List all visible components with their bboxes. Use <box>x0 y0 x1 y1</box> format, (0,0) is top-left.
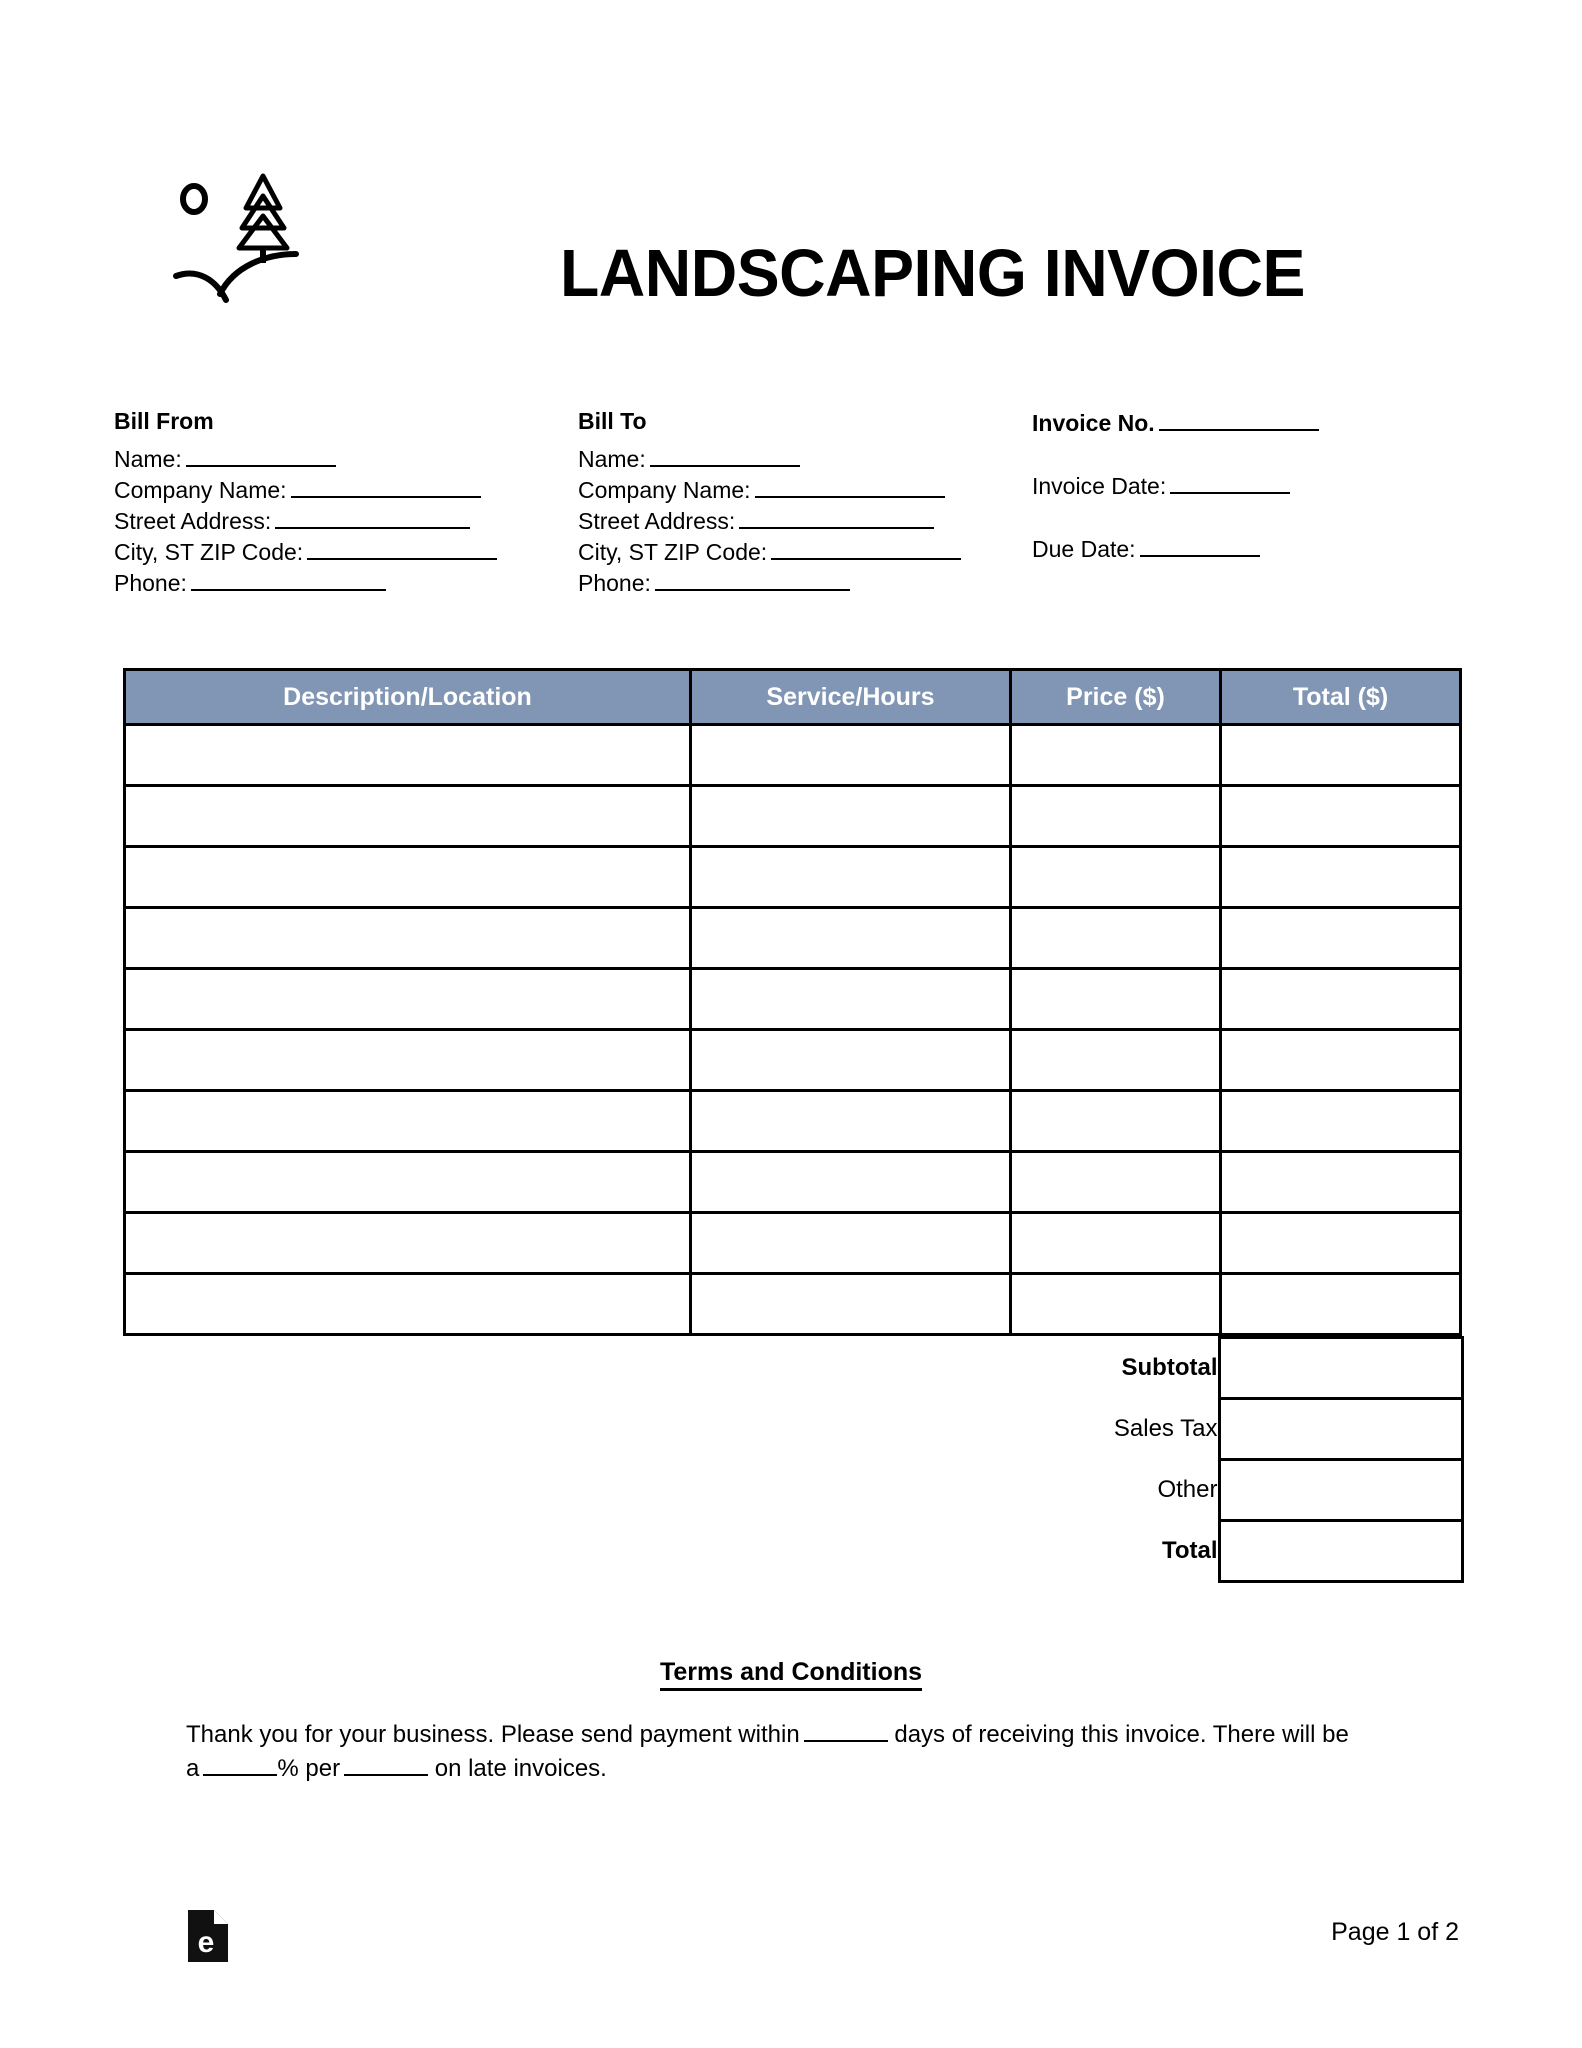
invoice-number-row <box>1032 408 1472 439</box>
bill-from-city-label: City, ST ZIP Code: <box>114 539 304 566</box>
sales-tax-label: Sales Tax <box>1113 1415 1218 1442</box>
terms-line1-part2: days of receiving this invoice. There <box>894 1721 1276 1748</box>
table-row <box>125 1274 1461 1335</box>
cell-price[interactable] <box>1011 725 1221 786</box>
bill-to-city-input[interactable] <box>771 538 961 560</box>
totals-row-other <box>123 1460 1462 1521</box>
bill-to-phone-input[interactable] <box>655 569 850 591</box>
page-number: Page 1 of 2 <box>1331 1918 1459 1946</box>
terms-period-input[interactable] <box>344 1754 428 1776</box>
terms-line2-part2: % per <box>277 1755 341 1782</box>
cell-description[interactable] <box>125 1213 691 1274</box>
cell-total[interactable] <box>1221 1091 1461 1152</box>
column-header-total: Total ($) <box>1221 670 1461 725</box>
cell-service-hours[interactable] <box>691 847 1011 908</box>
column-header-description: Description/Location <box>125 670 691 725</box>
totals-spacer <box>123 1521 1009 1582</box>
line-items-table <box>123 668 1462 1336</box>
invoice-date-input[interactable] <box>1170 472 1290 494</box>
eforms-document-icon <box>186 1908 230 1964</box>
cell-total[interactable] <box>1221 1213 1461 1274</box>
bill-to-name-row <box>578 444 1018 475</box>
table-row <box>125 969 1461 1030</box>
cell-description[interactable] <box>125 786 691 847</box>
bill-from-company-label: Company Name: <box>114 477 287 504</box>
column-header-service-hours: Service/Hours <box>691 670 1011 725</box>
invoice-date-row <box>1032 471 1472 502</box>
bill-from-block <box>114 408 554 599</box>
cell-price[interactable] <box>1011 1091 1221 1152</box>
subtotal-value[interactable] <box>1219 1338 1462 1399</box>
sales-tax-value[interactable] <box>1219 1399 1462 1460</box>
bill-from-name-row <box>114 444 554 475</box>
table-row <box>125 1030 1461 1091</box>
bill-to-city-row <box>578 537 1018 568</box>
table-row <box>125 847 1461 908</box>
cell-price[interactable] <box>1011 1213 1221 1274</box>
cell-price[interactable] <box>1011 908 1221 969</box>
cell-service-hours[interactable] <box>691 1091 1011 1152</box>
due-date-label: Due Date: <box>1032 536 1136 562</box>
bill-from-name-input[interactable] <box>186 445 336 467</box>
bill-to-phone-row <box>578 568 1018 599</box>
bill-to-street-row <box>578 506 1018 537</box>
table-row <box>125 725 1461 786</box>
cell-total[interactable] <box>1221 786 1461 847</box>
cell-description[interactable] <box>125 1030 691 1091</box>
bill-to-street-input[interactable] <box>739 507 934 529</box>
bill-to-company-row <box>578 475 1018 506</box>
terms-heading-text: Terms and Conditions <box>660 1658 922 1691</box>
page-title: LANDSCAPING INVOICE <box>560 236 1305 311</box>
cell-service-hours[interactable] <box>691 1213 1011 1274</box>
cell-service-hours[interactable] <box>691 969 1011 1030</box>
cell-service-hours[interactable] <box>691 725 1011 786</box>
cell-price[interactable] <box>1011 1030 1221 1091</box>
cell-total[interactable] <box>1221 969 1461 1030</box>
cell-price[interactable] <box>1011 1152 1221 1213</box>
totals-row-total <box>123 1521 1462 1582</box>
landscape-sun-tree-icon <box>168 168 338 308</box>
cell-description[interactable] <box>125 1274 691 1335</box>
cell-service-hours[interactable] <box>691 908 1011 969</box>
bill-from-street-label: Street Address: <box>114 508 272 535</box>
bill-to-phone-label: Phone: <box>578 570 651 597</box>
totals-spacer <box>123 1399 1009 1460</box>
totals-row-sales-tax <box>123 1399 1462 1460</box>
bill-from-phone-label: Phone: <box>114 570 187 597</box>
other-label: Other <box>1157 1476 1218 1503</box>
bill-to-company-label: Company Name: <box>578 477 751 504</box>
cell-price[interactable] <box>1011 786 1221 847</box>
terms-heading <box>0 1658 1582 1687</box>
invoice-number-input[interactable] <box>1159 409 1319 431</box>
cell-price[interactable] <box>1011 969 1221 1030</box>
bill-to-block <box>578 408 1018 599</box>
totals-spacer <box>123 1338 1009 1399</box>
cell-description[interactable] <box>125 847 691 908</box>
cell-total[interactable] <box>1221 1030 1461 1091</box>
cell-price[interactable] <box>1011 1274 1221 1335</box>
cell-service-hours[interactable] <box>691 1030 1011 1091</box>
cell-description[interactable] <box>125 1091 691 1152</box>
bill-from-phone-input[interactable] <box>191 569 386 591</box>
bill-from-city-row <box>114 537 554 568</box>
bill-from-company-row <box>114 475 554 506</box>
invoice-number-label: Invoice No. <box>1032 410 1155 436</box>
table-header-row <box>125 670 1461 725</box>
cell-description[interactable] <box>125 969 691 1030</box>
subtotal-label: Subtotal <box>1121 1354 1218 1381</box>
bill-from-heading: Bill From <box>114 408 214 434</box>
terms-line2-part3: on late invoices. <box>434 1755 607 1782</box>
cell-total[interactable] <box>1221 847 1461 908</box>
line-items-body <box>125 725 1461 1335</box>
table-row <box>125 908 1461 969</box>
due-date-input[interactable] <box>1140 535 1260 557</box>
cell-service-hours[interactable] <box>691 786 1011 847</box>
cell-total[interactable] <box>1221 908 1461 969</box>
bill-to-street-label: Street Address: <box>578 508 736 535</box>
cell-service-hours[interactable] <box>691 1152 1011 1213</box>
terms-body <box>186 1718 1366 1786</box>
total-label: Total <box>1161 1537 1218 1564</box>
other-value[interactable] <box>1219 1460 1462 1521</box>
bill-from-company-input[interactable] <box>291 476 481 498</box>
totals-row-subtotal <box>123 1338 1462 1399</box>
totals-table <box>123 1336 1464 1583</box>
bill-to-name-label: Name: <box>578 446 646 473</box>
bill-from-phone-row <box>114 568 554 599</box>
cell-total[interactable] <box>1221 725 1461 786</box>
terms-line1-part1: Thank you for your business. Please send payment within <box>186 1721 800 1748</box>
terms-days-input[interactable] <box>804 1720 888 1742</box>
due-date-row <box>1032 534 1472 565</box>
bill-from-street-input[interactable] <box>275 507 470 529</box>
cell-total[interactable] <box>1221 1152 1461 1213</box>
parties-section <box>0 408 1582 608</box>
cell-description[interactable] <box>125 725 691 786</box>
terms-line2-part1: will be a <box>186 1721 1349 1782</box>
table-row <box>125 1091 1461 1152</box>
table-row <box>125 1152 1461 1213</box>
table-row <box>125 1213 1461 1274</box>
bill-from-city-input[interactable] <box>307 538 497 560</box>
table-row <box>125 786 1461 847</box>
totals-spacer <box>123 1460 1009 1521</box>
terms-percent-input[interactable] <box>203 1754 277 1776</box>
bill-from-name-label: Name: <box>114 446 182 473</box>
cell-total[interactable] <box>1221 1274 1461 1335</box>
cell-price[interactable] <box>1011 847 1221 908</box>
column-header-price: Price ($) <box>1011 670 1221 725</box>
cell-service-hours[interactable] <box>691 1274 1011 1335</box>
cell-description[interactable] <box>125 908 691 969</box>
invoice-meta-block <box>1032 408 1472 597</box>
invoice-date-label: Invoice Date: <box>1032 473 1167 499</box>
svg-text:e: e <box>197 1926 215 1959</box>
cell-description[interactable] <box>125 1152 691 1213</box>
total-value[interactable] <box>1219 1521 1462 1582</box>
bill-to-city-label: City, ST ZIP Code: <box>578 539 768 566</box>
bill-to-name-input[interactable] <box>650 445 800 467</box>
bill-to-heading: Bill To <box>578 408 647 434</box>
bill-to-company-input[interactable] <box>755 476 945 498</box>
bill-from-street-row <box>114 506 554 537</box>
